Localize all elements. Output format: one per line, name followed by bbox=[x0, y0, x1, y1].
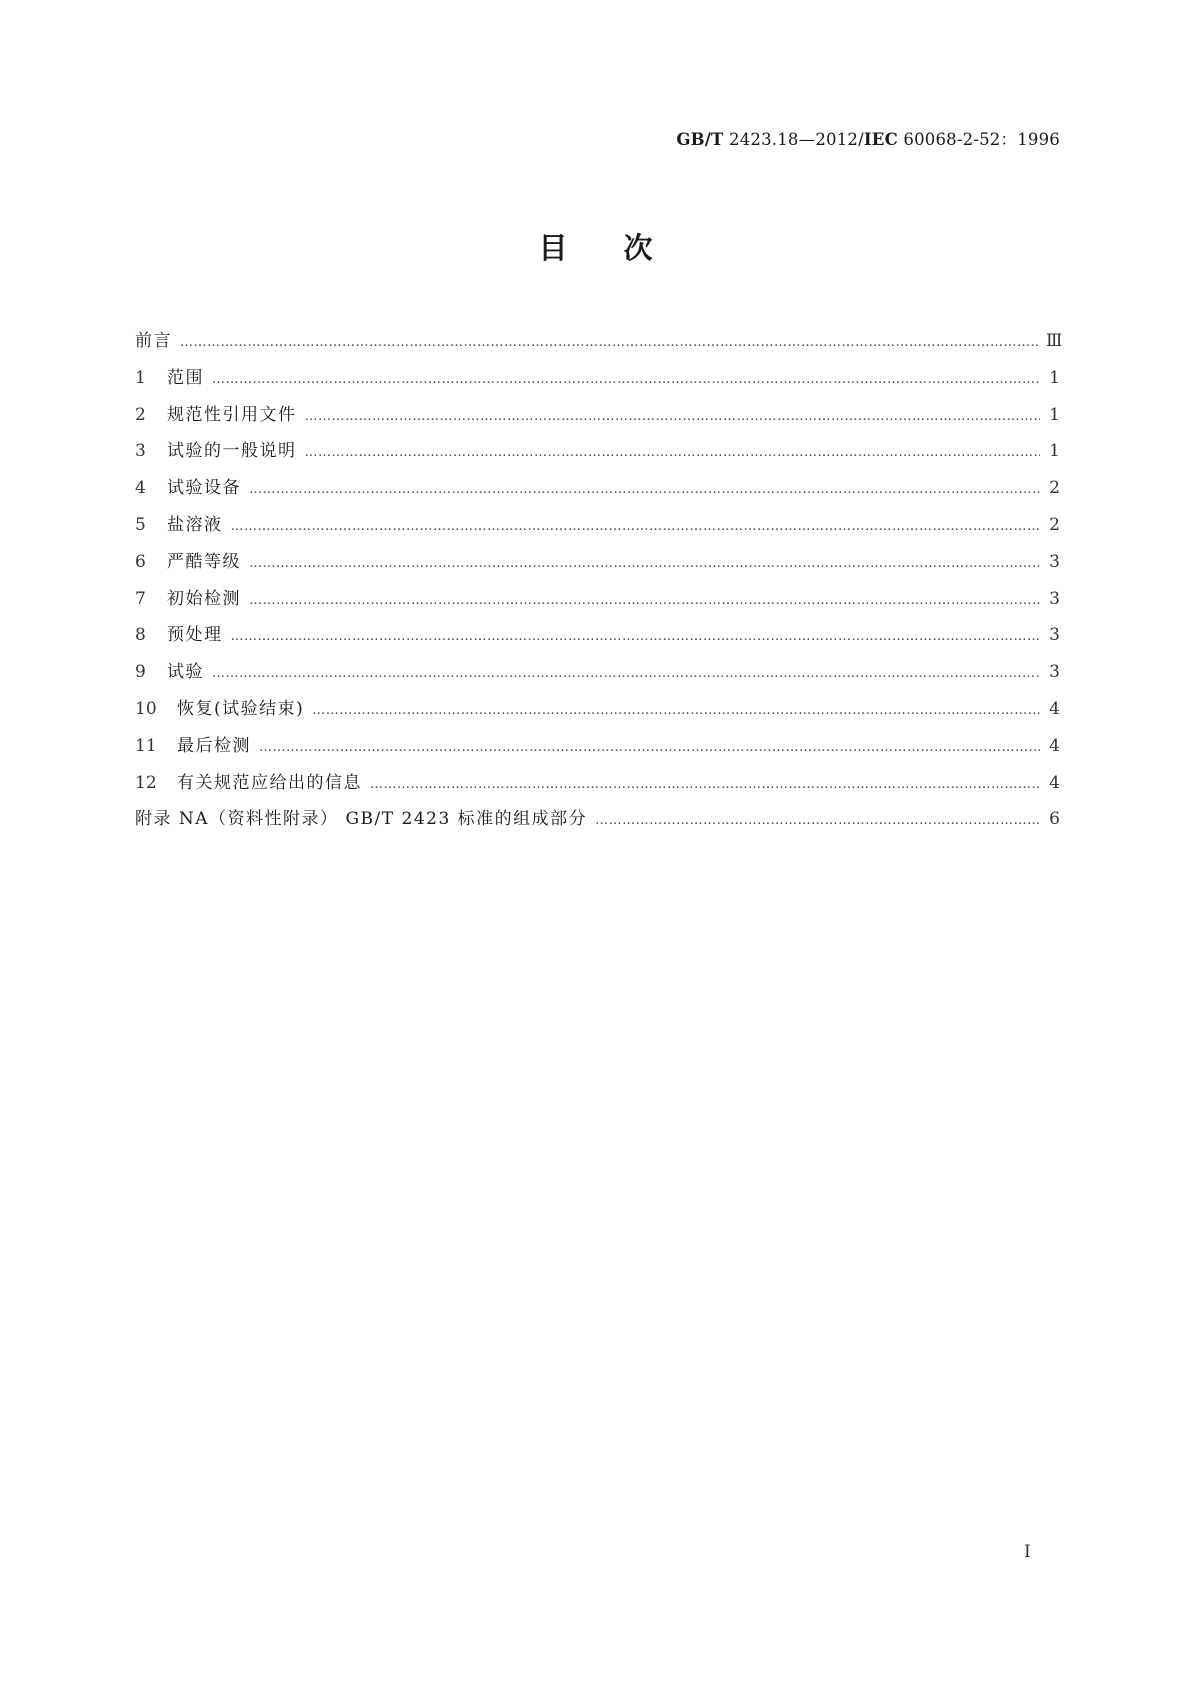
equivalent-number: 60068-2-52：1996 bbox=[903, 130, 1060, 149]
page-number: I bbox=[1024, 1542, 1031, 1562]
toc-entry-number: 8 bbox=[135, 625, 146, 646]
toc-entry-2[interactable] bbox=[135, 400, 1060, 437]
toc-entry-annex-na[interactable] bbox=[135, 804, 1060, 841]
toc-entry-number: 5 bbox=[135, 514, 146, 535]
toc-entry-number: 9 bbox=[135, 662, 146, 683]
toc-entry-9[interactable] bbox=[135, 657, 1060, 694]
toc-entry-page: 1 bbox=[1049, 367, 1060, 388]
table-of-contents bbox=[135, 326, 1063, 841]
dot-leader bbox=[595, 813, 1040, 828]
toc-entry-7[interactable] bbox=[135, 584, 1060, 621]
toc-entry-number: 4 bbox=[135, 478, 146, 499]
dot-leader bbox=[259, 740, 1040, 755]
toc-entry-page: 3 bbox=[1049, 551, 1060, 572]
toc-entry-label: 附录 NA（资料性附录） GB/T 2423 标准的组成部分 bbox=[135, 809, 588, 830]
toc-entry-page: 2 bbox=[1049, 478, 1060, 499]
toc-entry-number: 11 bbox=[135, 735, 157, 756]
toc-entry-label: 恢复(试验结束) bbox=[177, 698, 305, 719]
dot-leader bbox=[249, 556, 1040, 571]
toc-entry-5[interactable] bbox=[135, 510, 1060, 547]
toc-title: 目次 bbox=[538, 231, 709, 265]
toc-entry-label: 初始检测 bbox=[167, 588, 241, 609]
toc-entry-number: 2 bbox=[135, 404, 146, 425]
toc-entry-11[interactable] bbox=[135, 731, 1060, 768]
toc-entry-page: 1 bbox=[1049, 404, 1060, 425]
toc-entry-label: 试验设备 bbox=[167, 478, 241, 499]
toc-entry-label: 有关规范应给出的信息 bbox=[177, 772, 362, 793]
toc-entry-page: 3 bbox=[1049, 625, 1060, 646]
toc-entry-page: 1 bbox=[1049, 441, 1060, 462]
toc-entry-number: 12 bbox=[135, 772, 157, 793]
toc-entry-page: 4 bbox=[1049, 698, 1060, 719]
dot-leader bbox=[312, 703, 1040, 718]
toc-entry-3[interactable] bbox=[135, 436, 1060, 473]
dot-leader bbox=[231, 519, 1041, 534]
toc-entry-preface[interactable] bbox=[135, 326, 1063, 363]
standard-code: GB/T bbox=[676, 130, 724, 149]
toc-entry-page: 4 bbox=[1049, 735, 1060, 756]
toc-entry-label: 盐溶液 bbox=[167, 514, 223, 535]
toc-entry-12[interactable] bbox=[135, 768, 1060, 805]
toc-entry-page: 4 bbox=[1049, 772, 1060, 793]
toc-entry-number: 10 bbox=[135, 698, 157, 719]
toc-entry-label: 试验 bbox=[167, 662, 204, 683]
toc-entry-page: 3 bbox=[1049, 662, 1060, 683]
toc-entry-page: Ⅲ bbox=[1046, 331, 1063, 351]
toc-entry-page: 6 bbox=[1049, 809, 1060, 830]
dot-leader bbox=[305, 445, 1041, 460]
toc-entry-page: 2 bbox=[1049, 514, 1060, 535]
toc-entry-label: 最后检测 bbox=[177, 735, 251, 756]
equivalent-code: IEC bbox=[863, 130, 898, 149]
toc-entry-label: 前言 bbox=[135, 331, 172, 351]
dot-leader bbox=[249, 593, 1040, 608]
standard-number: 2423.18—2012/ bbox=[729, 130, 864, 149]
toc-entry-6[interactable] bbox=[135, 547, 1060, 584]
dot-leader bbox=[370, 777, 1040, 792]
dot-leader bbox=[249, 482, 1040, 497]
toc-entry-label: 预处理 bbox=[167, 625, 223, 646]
toc-entry-label: 范围 bbox=[167, 367, 204, 388]
toc-entry-label: 严酷等级 bbox=[167, 551, 241, 572]
dot-leader bbox=[305, 409, 1041, 424]
dot-leader bbox=[231, 629, 1041, 644]
toc-entry-number: 7 bbox=[135, 588, 146, 609]
dot-leader bbox=[212, 666, 1040, 681]
dot-leader bbox=[212, 372, 1040, 387]
toc-entry-page: 3 bbox=[1049, 588, 1060, 609]
toc-entry-4[interactable] bbox=[135, 473, 1060, 510]
dot-leader bbox=[180, 335, 1040, 350]
document-header bbox=[676, 126, 1060, 150]
toc-entry-number: 3 bbox=[135, 441, 146, 462]
toc-entry-label: 试验的一般说明 bbox=[167, 441, 297, 462]
toc-entry-8[interactable] bbox=[135, 620, 1060, 657]
toc-entry-number: 1 bbox=[135, 367, 146, 388]
toc-entry-label: 规范性引用文件 bbox=[167, 404, 297, 425]
toc-entry-number: 6 bbox=[135, 551, 146, 572]
toc-entry-10[interactable] bbox=[135, 694, 1060, 731]
toc-entry-1[interactable] bbox=[135, 363, 1060, 400]
